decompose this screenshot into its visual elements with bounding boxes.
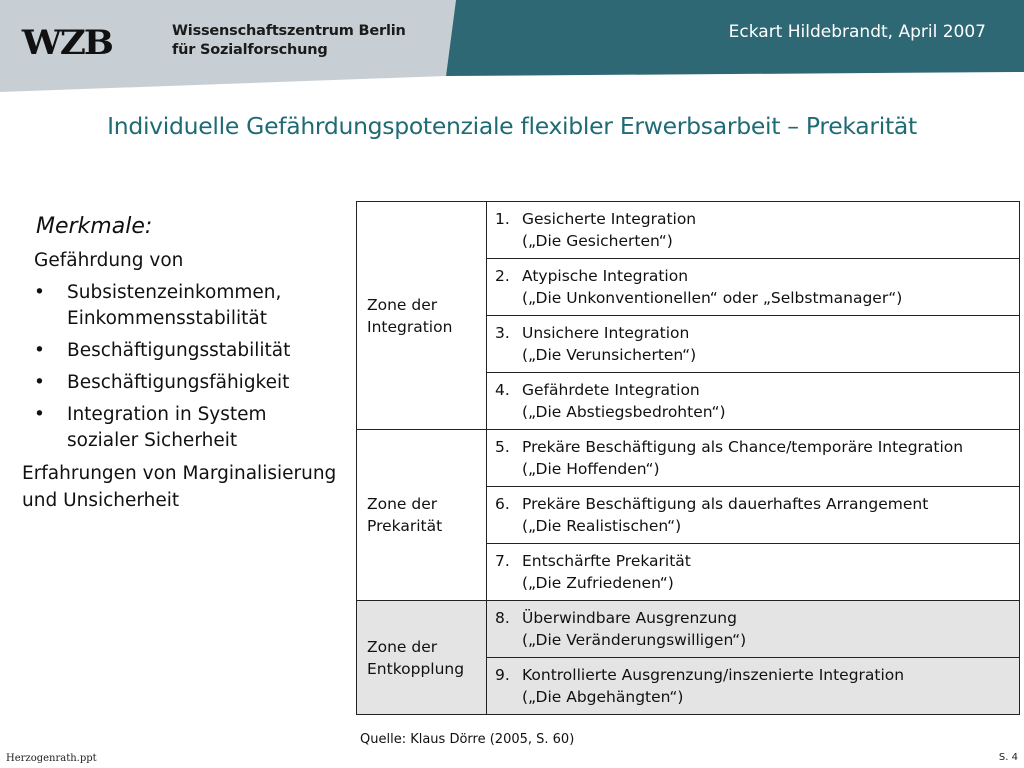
- item-number: 2.: [495, 267, 510, 285]
- zones-table: [356, 201, 1020, 715]
- item-number: 4.: [495, 381, 510, 399]
- item-text: Atypische Integration: [522, 267, 689, 285]
- zone-label-line: Zone der: [367, 495, 438, 513]
- item-number: 5.: [495, 438, 510, 456]
- item-text: Prekäre Beschäftigung als dauerhaftes Arrangement: [522, 495, 929, 513]
- item-text: Prekäre Beschäftigung als Chance/temporäre Integration: [522, 438, 964, 456]
- item-subtext: („Die Verunsicherten“): [522, 346, 697, 364]
- zone-label-line: Entkopplung: [367, 659, 465, 678]
- zone-label-line: Integration: [367, 317, 453, 336]
- institute-line-1: Wissenschaftszentrum Berlin: [172, 23, 406, 39]
- zone-item: [487, 544, 1020, 601]
- item-subtext: („Die Veränderungswilligen“): [522, 631, 747, 649]
- zone-label-line: Prekarität: [367, 517, 443, 535]
- zone-item: [487, 430, 1020, 487]
- table-row: [357, 430, 1020, 487]
- item-subtext: („Die Hoffenden“): [522, 460, 660, 478]
- features-closing: Erfahrungen von Marginalisierung und Unsicherheit: [22, 463, 337, 511]
- author-date: Eckart Hildebrandt, April 2007: [728, 22, 986, 42]
- item-number: 9.: [495, 666, 510, 684]
- source-citation: Quelle: Klaus Dörre (2005, S. 60): [360, 732, 575, 747]
- header-band: [0, 0, 1024, 92]
- zone-item: [487, 487, 1020, 544]
- header-background: [0, 0, 1024, 92]
- item-text: Kontrollierte Ausgrenzung/inszenierte Integration: [522, 666, 905, 684]
- zone-item: [487, 373, 1020, 430]
- wzb-logo: WZB: [21, 23, 112, 63]
- zone-item: [487, 601, 1020, 658]
- item-subtext: („Die Zufriedenen“): [522, 574, 674, 592]
- list-item: • Subsistenzeinkommen, Einkommensstabilität: [34, 280, 342, 332]
- item-number: 1.: [495, 210, 510, 228]
- item-text: Gefährdete Integration: [522, 381, 700, 399]
- list-item: • Integration in System sozialer Sicherheit: [34, 402, 342, 454]
- item-subtext: („Die Abgehängten“): [522, 688, 684, 706]
- list-item: • Beschäftigungsstabilität: [34, 338, 342, 364]
- zone-entkopplung-label: [357, 601, 487, 715]
- zone-item: [487, 259, 1020, 316]
- item-subtext: („Die Gesicherten“): [522, 232, 673, 250]
- zone-item: [487, 202, 1020, 259]
- institute-name: [172, 22, 406, 60]
- item-text: Gesicherte Integration: [522, 210, 697, 228]
- institute-line-2: für Sozialforschung: [172, 42, 328, 58]
- table-row: [357, 202, 1020, 259]
- item-subtext: („Die Abstiegsbedrohten“): [522, 403, 726, 421]
- item-number: 6.: [495, 495, 510, 513]
- slide-title: Individuelle Gefährdungspotenziale flexibler Erwerbsarbeit – Prekarität: [107, 112, 917, 140]
- features-intro: Gefährdung von: [34, 250, 184, 271]
- footer-filename: Herzogenrath.ppt: [6, 753, 97, 764]
- item-subtext: („Die Realistischen“): [522, 517, 682, 535]
- item-text: Unsichere Integration: [522, 324, 690, 342]
- features-heading: Merkmale:: [36, 214, 153, 239]
- zone-prekaritaet-label: [357, 430, 487, 601]
- item-subtext: („Die Unkonventionellen“ oder „Selbstmanager“): [522, 289, 903, 307]
- features-list: [34, 280, 342, 454]
- item-number: 8.: [495, 609, 510, 627]
- item-text: Entschärfte Prekarität: [522, 552, 691, 570]
- item-number: 7.: [495, 552, 510, 570]
- item-text: Überwindbare Ausgrenzung: [522, 609, 737, 627]
- zone-label-line: Zone der: [367, 637, 438, 656]
- zone-label-line: Zone der: [367, 295, 438, 314]
- features-panel: [22, 212, 342, 514]
- zone-item: [487, 658, 1020, 715]
- zone-item: [487, 316, 1020, 373]
- zone-integration-label: [357, 202, 487, 430]
- table-row: [357, 601, 1020, 658]
- list-item: • Beschäftigungsfähigkeit: [34, 370, 342, 396]
- footer-page-number: S. 4: [998, 752, 1018, 763]
- item-number: 3.: [495, 324, 510, 342]
